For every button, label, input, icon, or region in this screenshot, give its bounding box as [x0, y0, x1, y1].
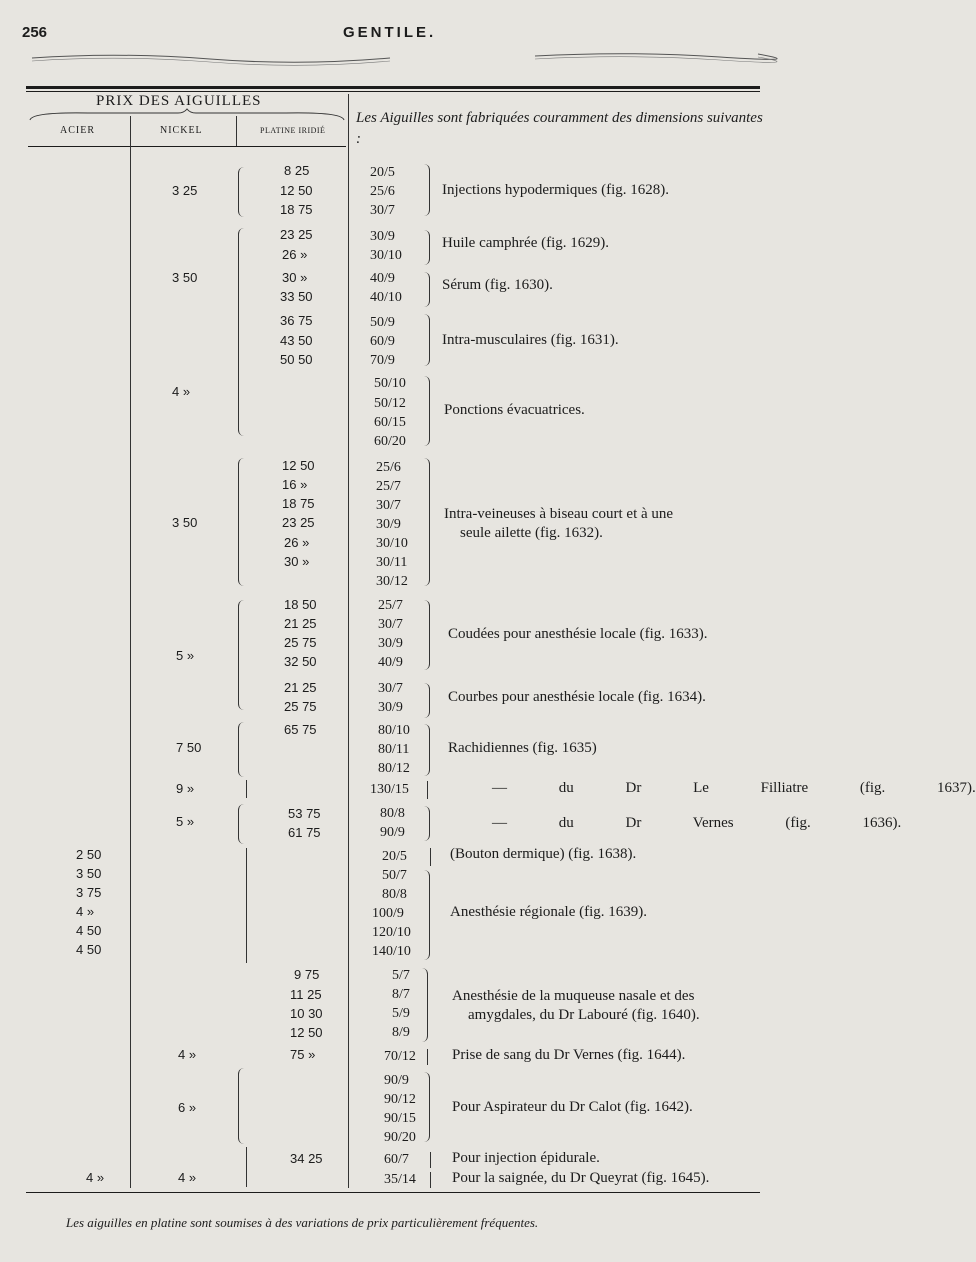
brace	[238, 1068, 246, 1144]
brace	[422, 314, 430, 366]
platine-cell: 36 75	[280, 313, 313, 328]
brace	[422, 376, 430, 446]
platine-cell: 18 75	[282, 496, 315, 511]
platine-cell: 18 50	[284, 597, 317, 612]
brace	[238, 458, 246, 586]
brace	[422, 164, 430, 216]
dim-cell: 80/12	[378, 761, 410, 776]
brace	[430, 1172, 431, 1188]
platine-cell: 75 »	[290, 1047, 316, 1062]
dim-cell: 90/15	[384, 1111, 416, 1126]
dim-cell: 30/7	[378, 617, 403, 632]
description: Courbes pour anesthésie locale (fig. 1634).	[448, 689, 706, 705]
dim-cell: 30/11	[376, 555, 408, 570]
divider-prices-dims	[348, 94, 349, 1188]
platine-cell: 30 »	[284, 554, 310, 569]
footnote: Les aiguilles en platine sont soumises à des variations de prix particulièrement fréquentes.	[66, 1215, 539, 1230]
dim-cell: 50/10	[374, 376, 406, 391]
dim-cell: 30/9	[378, 700, 403, 715]
acier-cell: 3 75	[76, 885, 102, 900]
wavy-ornament	[30, 48, 760, 68]
platine-cell: 23 25	[282, 515, 315, 530]
platine-cell: 34 25	[290, 1151, 323, 1166]
divider-nickel-platine	[236, 116, 237, 146]
brace	[430, 1152, 431, 1168]
brace	[427, 781, 428, 799]
nickel-cell: 4 »	[172, 384, 191, 399]
platine-cell: 9 75	[294, 967, 320, 982]
dim-cell: 30/10	[370, 248, 402, 263]
description: Pour la saignée, du Dr Queyrat (fig. 1645).	[452, 1170, 710, 1186]
dim-cell: 5/9	[392, 1006, 410, 1021]
platine-cell: 16 »	[282, 477, 308, 492]
nickel-cell: 6 »	[178, 1100, 197, 1115]
platine-cell: 50 50	[280, 352, 313, 367]
acier-cell: 4 »	[76, 904, 95, 919]
dim-cell: 30/9	[378, 636, 403, 651]
dim-cell: 140/10	[372, 944, 411, 959]
brace	[246, 780, 247, 798]
col-acier: ACIER	[60, 125, 95, 136]
brace	[238, 804, 246, 844]
dim-cell: 30/7	[378, 681, 403, 696]
brace	[422, 458, 430, 586]
description: Anesthésie de la muqueuse nasale et des	[452, 988, 695, 1004]
brace	[422, 272, 430, 307]
dim-cell: 30/7	[376, 498, 401, 513]
top-rule-thin	[26, 91, 760, 92]
dim-cell: 60/15	[374, 415, 406, 430]
dim-cell: 35/14	[384, 1172, 416, 1187]
description: Prise de sang du Dr Vernes (fig. 1644).	[452, 1047, 686, 1063]
platine-cell: 25 75	[284, 699, 317, 714]
bottom-rule	[26, 1192, 760, 1193]
description: Injections hypodermiques (fig. 1628).	[442, 182, 670, 198]
brace	[422, 230, 430, 265]
platine-cell: 10 30	[290, 1006, 323, 1021]
platine-cell: 21 25	[284, 680, 317, 695]
platine-cell: 43 50	[280, 333, 313, 348]
dim-cell: 70/12	[384, 1049, 416, 1064]
price-brace	[28, 108, 346, 122]
brace	[422, 1072, 430, 1142]
description: Sérum (fig. 1630).	[442, 277, 553, 293]
brace	[238, 600, 246, 710]
dim-cell: 30/7	[370, 203, 395, 218]
platine-cell: 33 50	[280, 289, 313, 304]
description: Pour injection épidurale.	[452, 1150, 600, 1166]
dim-cell: 20/5	[370, 165, 395, 180]
table-intro: Les Aiguilles sont fabriquées couramment des dimensions suivantes :	[356, 110, 763, 147]
description: Anesthésie régionale (fig. 1639).	[450, 904, 648, 920]
brace	[422, 806, 430, 841]
nickel-cell: 3 25	[172, 183, 198, 198]
dim-cell: 90/9	[384, 1073, 409, 1088]
platine-cell: 12 50	[282, 458, 315, 473]
brace	[430, 848, 431, 866]
price-title: PRIX DES AIGUILLES	[96, 93, 262, 109]
brace	[422, 724, 430, 776]
dim-cell: 40/10	[370, 290, 402, 305]
dim-cell: 100/9	[372, 906, 404, 921]
dim-cell: 90/9	[380, 825, 405, 840]
dim-cell: 40/9	[370, 271, 395, 286]
brace	[420, 968, 428, 1042]
dim-cell: 130/15	[370, 782, 409, 797]
dim-cell: 8/9	[392, 1025, 410, 1040]
nickel-cell: 5 »	[176, 814, 195, 829]
col-nickel: NICKEL	[160, 125, 203, 136]
brace	[422, 683, 430, 718]
dim-cell: 25/7	[378, 598, 403, 613]
platine-cell: 11 25	[290, 987, 322, 1002]
brace	[246, 848, 247, 963]
divider-acier-nickel	[130, 116, 131, 1188]
brace	[238, 722, 246, 777]
description: Intra-musculaires (fig. 1631).	[442, 332, 619, 348]
dim-cell: 90/12	[384, 1092, 416, 1107]
page-number: 256	[22, 24, 48, 41]
running-title: GENTILE.	[343, 24, 437, 41]
platine-cell: 26 »	[284, 535, 310, 550]
platine-cell: 8 25	[284, 163, 310, 178]
col-platine: PLATINE IRIDIÉ	[260, 126, 326, 135]
platine-cell: 12 50	[280, 183, 313, 198]
dim-cell: 70/9	[370, 353, 395, 368]
platine-cell: 18 75	[280, 202, 313, 217]
dim-cell: 30/10	[376, 536, 408, 551]
dim-cell: 60/9	[370, 334, 395, 349]
description: Ponctions évacuatrices.	[444, 402, 585, 418]
dim-cell: 80/10	[378, 723, 410, 738]
platine-cell: 30 »	[282, 270, 308, 285]
top-rule-thick	[26, 86, 760, 89]
dim-cell: 30/9	[370, 229, 395, 244]
platine-cell: 21 25	[284, 616, 317, 631]
dim-cell: 25/6	[376, 460, 401, 475]
dim-cell: 60/7	[384, 1152, 409, 1167]
dim-cell: 40/9	[378, 655, 403, 670]
description: Intra-veineuses à biseau court et à une	[444, 506, 674, 522]
acier-cell: 4 »	[86, 1170, 105, 1185]
description: — du Dr Le Filliatre (fig. 1637).	[492, 780, 976, 796]
platine-cell: 53 75	[288, 806, 321, 821]
acier-cell: 3 50	[76, 866, 102, 881]
brace	[427, 1049, 428, 1065]
nickel-cell: 7 50	[176, 740, 202, 755]
acier-cell: 2 50	[76, 847, 102, 862]
dim-cell: 50/7	[382, 868, 407, 883]
description: (Bouton dermique) (fig. 1638).	[450, 846, 637, 862]
platine-cell: 12 50	[290, 1025, 323, 1040]
dim-cell: 50/12	[374, 396, 406, 411]
dim-cell: 20/5	[382, 849, 407, 864]
nickel-cell: 4 »	[178, 1170, 197, 1185]
dim-cell: 8/7	[392, 987, 410, 1002]
dim-cell: 30/9	[376, 517, 401, 532]
dim-cell: 120/10	[372, 925, 411, 940]
brace	[422, 870, 430, 960]
description: Rachidiennes (fig. 1635)	[448, 740, 597, 756]
description: Coudées pour anesthésie locale (fig. 1633).	[448, 626, 708, 642]
dim-cell: 50/9	[370, 315, 395, 330]
description: seule ailette (fig. 1632).	[460, 525, 603, 541]
nickel-cell: 4 »	[178, 1047, 197, 1062]
brace	[422, 600, 430, 670]
nickel-cell: 3 50	[172, 270, 198, 285]
nickel-cell: 9 »	[176, 781, 195, 796]
dim-cell: 25/7	[376, 479, 401, 494]
dim-cell: 80/11	[378, 742, 410, 757]
brace	[238, 228, 246, 436]
nickel-cell: 5 »	[176, 648, 195, 663]
platine-cell: 32 50	[284, 654, 317, 669]
platine-cell: 23 25	[280, 227, 313, 242]
dim-cell: 25/6	[370, 184, 395, 199]
description: Pour Aspirateur du Dr Calot (fig. 1642).	[452, 1099, 693, 1115]
nickel-cell: 3 50	[172, 515, 198, 530]
dim-cell: 80/8	[380, 806, 405, 821]
dim-cell: 60/20	[374, 434, 406, 449]
platine-cell: 26 »	[282, 247, 308, 262]
dim-cell: 5/7	[392, 968, 410, 983]
platine-cell: 65 75	[284, 722, 317, 737]
description: — du Dr Vernes (fig. 1636).	[492, 815, 902, 831]
acier-cell: 4 50	[76, 942, 102, 957]
head-rule	[28, 146, 346, 147]
description: Huile camphrée (fig. 1629).	[442, 235, 610, 251]
platine-cell: 61 75	[288, 825, 321, 840]
brace	[246, 1147, 247, 1187]
platine-cell: 25 75	[284, 635, 317, 650]
brace	[238, 167, 246, 217]
dim-cell: 80/8	[382, 887, 407, 902]
dim-cell: 30/12	[376, 574, 408, 589]
acier-cell: 4 50	[76, 923, 102, 938]
description: amygdales, du Dr Labouré (fig. 1640).	[468, 1007, 700, 1023]
dim-cell: 90/20	[384, 1130, 416, 1145]
